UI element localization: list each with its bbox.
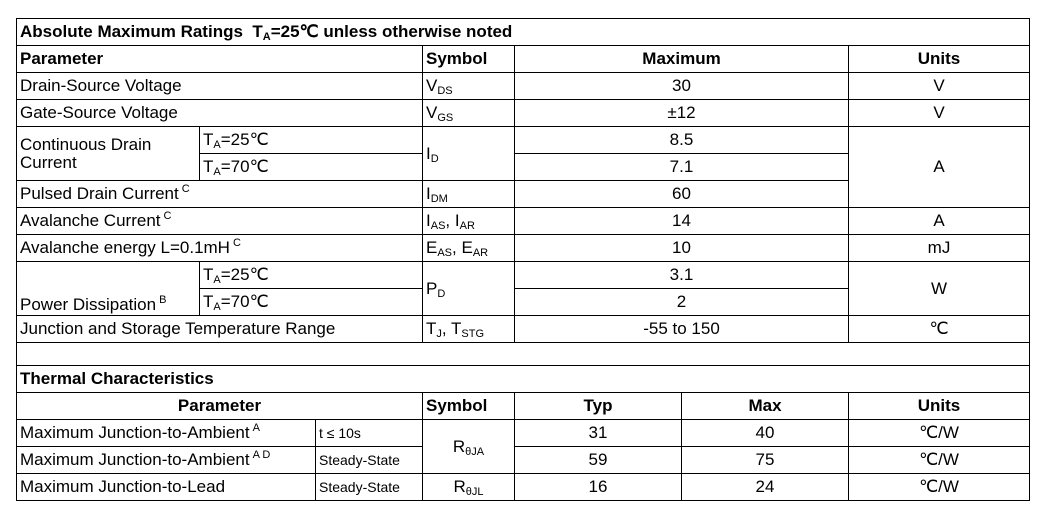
pd-condition-ta-25: $T_A=25℃$ bbox=[200, 262, 423, 289]
thermal-header-parameter: Parameter bbox=[17, 393, 423, 420]
thermal-title: Thermal Characteristics bbox=[17, 366, 1030, 393]
abs-max-title-text: Absolute Maximum Ratings bbox=[20, 22, 243, 41]
symbol-id: $I_D$ bbox=[423, 127, 515, 181]
unit-current-a: A bbox=[849, 127, 1030, 208]
row-gate-source-voltage: Gate-Source Voltage $V_{GS}$ ±12 V bbox=[17, 100, 1030, 127]
row-power-dissipation: Power Dissipation $^B$ $T_A=25℃$ $P_D$ 3.1 W bbox=[17, 262, 1030, 289]
row-avalanche-current: Avalanche Current $^C$ $I_{AS}$, $I_{AR}$ 14 A bbox=[17, 208, 1030, 235]
ratings-table bbox=[16, 18, 1030, 501]
symbol-eas-ear: $E_{AS}$, $E_{AR}$ bbox=[423, 235, 515, 262]
condition-ta-70: $T_A=70℃$ bbox=[200, 154, 423, 181]
row-power-dissipation-70: $T_A=70℃$ 2 bbox=[17, 289, 1030, 316]
row-pulsed-drain-current: Pulsed Drain Current $^C$ $I_{DM}$ 60 bbox=[17, 181, 1030, 208]
row-drain-source-voltage: Drain-Source Voltage $V_{DS}$ 30 V bbox=[17, 73, 1030, 100]
thermal-header-typ: Typ bbox=[515, 393, 682, 420]
power-dissipation-label: Power Dissipation $^B$ bbox=[17, 262, 200, 316]
row-continuous-drain-current: Continuous Drain Current $T_A=25℃$ $I_D$ 8.5 A bbox=[17, 127, 1030, 154]
symbol-rjl: $R_{\theta JL}$ bbox=[423, 474, 515, 501]
abs-header-maximum: Maximum bbox=[515, 46, 849, 73]
thermal-header-units: Units bbox=[849, 393, 1030, 420]
row-junction-storage-temperature: Junction and Storage Temperature Range $T_J$, $T_{STG}$ -55 to 150 ℃ bbox=[17, 316, 1030, 343]
thermal-header-max: Max bbox=[682, 393, 849, 420]
thermal-row: Maximum Junction-to-Ambient $^{A D}$ Steady-State 59 75 ℃/W bbox=[17, 447, 1030, 474]
abs-max-title: Absolute Maximum Ratings $T_A=25℃$ unless otherwise noted bbox=[17, 19, 1030, 46]
symbol-tj-tstg: $T_J$, $T_{STG}$ bbox=[423, 316, 515, 343]
abs-header-symbol: Symbol bbox=[423, 46, 515, 73]
abs-max-title-condition: unless otherwise noted bbox=[323, 22, 513, 41]
abs-header-parameter: Parameter bbox=[17, 46, 423, 73]
thermal-row: Maximum Junction-to-Ambient $^A$ t ≤ 10s $R_{\theta JA}$ 31 40 ℃/W bbox=[17, 420, 1030, 447]
row-continuous-drain-current-70: $T_A=70℃$ 7.1 bbox=[17, 154, 1030, 181]
symbol-ias-iar: $I_{AS}$, $I_{AR}$ bbox=[423, 208, 515, 235]
symbol-idm: $I_{DM}$ bbox=[423, 181, 515, 208]
thermal-header-symbol: Symbol bbox=[423, 393, 515, 420]
abs-header-units: Units bbox=[849, 46, 1030, 73]
unit-power-w: W bbox=[849, 262, 1030, 316]
continuous-drain-current-label: Continuous Drain Current bbox=[17, 127, 200, 181]
symbol-vgs: $V_{GS}$ bbox=[423, 100, 515, 127]
thermal-row: Maximum Junction-to-Lead Steady-State $R_{\theta JL}$ 16 24 ℃/W bbox=[17, 474, 1030, 501]
row-avalanche-energy: Avalanche energy L=0.1mH $^C$ $E_{AS}$, $E_{AR}$ 10 mJ bbox=[17, 235, 1030, 262]
condition-ta-25: $T_A=25℃$ bbox=[200, 127, 423, 154]
section-spacer bbox=[17, 343, 1030, 366]
symbol-rja: $R_{\theta JA}$ bbox=[423, 420, 515, 474]
symbol-vds: $V_{DS}$ bbox=[423, 73, 515, 100]
symbol-pd: $P_D$ bbox=[423, 262, 515, 316]
pd-condition-ta-70: $T_A=70℃$ bbox=[200, 289, 423, 316]
